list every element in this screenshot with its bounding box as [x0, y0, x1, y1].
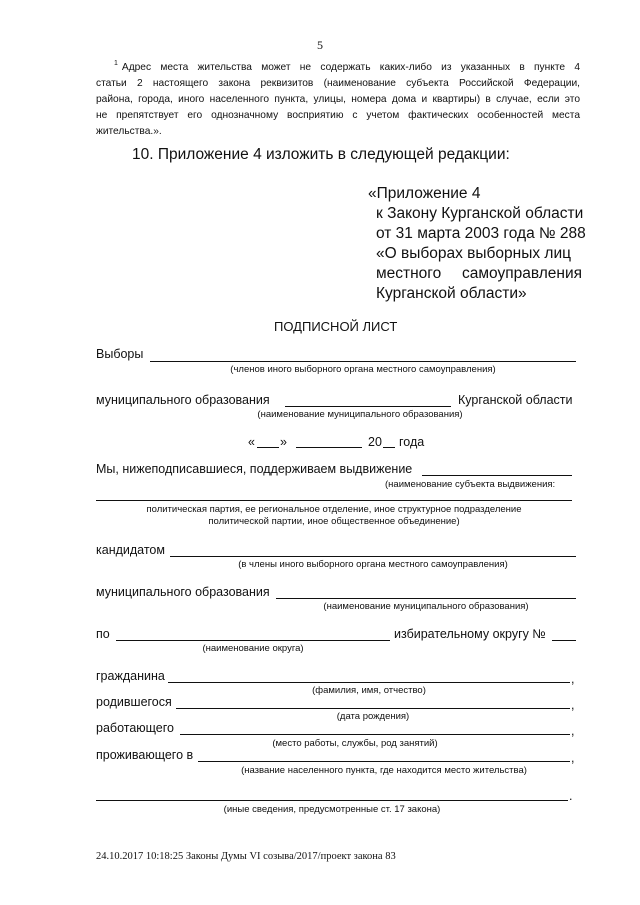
municipality2-field[interactable]: [276, 598, 576, 599]
candidate-caption: (в члены иного выборного органа местного самоуправления): [238, 559, 508, 570]
other-info-field[interactable]: [96, 800, 568, 801]
date-day-field[interactable]: [257, 447, 279, 448]
footnote-line-4: не препятствует его однозначному восприятию с учетом фактических особенностей места: [96, 110, 580, 121]
nominator-field[interactable]: [422, 475, 572, 476]
citizen-field[interactable]: [168, 682, 570, 683]
date-suffix: года: [399, 435, 425, 449]
district-suffix: избирательному округу №: [394, 627, 546, 641]
candidate-field[interactable]: [170, 556, 576, 557]
date-month-field[interactable]: [296, 447, 362, 448]
date-year-field[interactable]: [383, 447, 395, 448]
elections-caption: (членов иного выборного органа местного самоуправления): [230, 364, 496, 375]
born-field[interactable]: [176, 708, 570, 709]
footnote-line-1: $^1$ Адрес места жительства может не содержать каких-либо из указанных в пункте 4: [114, 60, 580, 73]
born-comma: ,: [571, 698, 575, 712]
date-close-quote: »: [280, 435, 287, 449]
municipality-caption: (наименование муниципального образования): [257, 409, 463, 420]
residence-caption: (название населенного пункта, где находится место жительства): [241, 765, 527, 776]
work-caption: (место работы, службы, род занятий): [272, 738, 438, 749]
nominator-caption-3: политической партии, иное общественное объединение): [208, 516, 460, 527]
other-info-caption: (иные сведения, предусмотренные ст. 17 закона): [223, 804, 441, 815]
work-field[interactable]: [180, 734, 570, 735]
footnote-marker: 1: [114, 60, 118, 67]
district-number-field[interactable]: [552, 640, 576, 641]
footnote-line-2: статьи 2 настоящего закона реквизитов (наименование субъекта Российской Федерации,: [96, 78, 580, 89]
nominator-caption-1: (наименование субъекта выдвижения:: [385, 479, 556, 490]
document-footer: 24.10.2017 10:18:25 Законы Думы VI созыва/2017/проект закона 83: [96, 851, 396, 862]
footnote-line-3: района, города, иного населенного пункта, улицы, номера дома и квартиры) в случае, если это: [96, 94, 580, 105]
appendix-line-4: «О выборах выборных лиц: [376, 245, 571, 262]
elections-label: Выборы: [96, 347, 144, 361]
residence-comma: ,: [571, 751, 575, 765]
date-open-quote: «: [248, 435, 255, 449]
born-label: родившегося: [96, 695, 172, 709]
page-number: 5: [317, 38, 323, 52]
municipality2-label: муниципального образования: [96, 585, 270, 599]
nominator-field-2[interactable]: [96, 500, 572, 501]
citizen-label: гражданина: [96, 669, 165, 683]
footnote: [96, 56, 580, 140]
municipality-field[interactable]: [285, 406, 451, 407]
nominator-caption-2: политическая партия, ее региональное отделение, иное структурное подразделение: [146, 504, 522, 515]
citizen-comma: ,: [571, 672, 575, 686]
district-name-field[interactable]: [116, 640, 390, 641]
appendix-line-6: Курганской области»: [376, 285, 527, 302]
work-comma: ,: [571, 724, 575, 738]
appendix-line-2: к Закону Курганской области: [376, 205, 584, 222]
appendix-line-5: местного самоуправления: [376, 265, 582, 282]
footnote-line-5: жительства.».: [96, 126, 162, 137]
municipality-suffix: Курганской области: [458, 393, 573, 407]
appendix-header: [368, 184, 586, 304]
date-year-prefix: 20: [368, 435, 382, 449]
appendix-line-1: «Приложение 4: [368, 185, 481, 202]
appendix-line-3: от 31 марта 2003 года № 288: [376, 225, 586, 242]
residence-field[interactable]: [198, 761, 570, 762]
candidate-label: кандидатом: [96, 543, 165, 557]
municipality-label: муниципального образования: [96, 393, 270, 407]
residence-label: проживающего в: [96, 748, 194, 762]
form-title: ПОДПИСНОЙ ЛИСТ: [274, 319, 398, 334]
municipality2-caption: (наименование муниципального образования): [323, 601, 529, 612]
work-label: работающего: [96, 721, 174, 735]
born-caption: (дата рождения): [336, 711, 410, 722]
district-label: по: [96, 627, 110, 641]
elections-field[interactable]: [150, 361, 576, 362]
district-caption: (наименование округа): [202, 643, 304, 654]
citizen-caption: (фамилия, имя, отчество): [312, 685, 426, 696]
amendment-heading: 10. Приложение 4 изложить в следующей редакции:: [132, 146, 510, 163]
support-label: Мы, нижеподписавшиеся, поддерживаем выдвижение: [96, 462, 413, 476]
other-info-period: .: [569, 789, 573, 803]
